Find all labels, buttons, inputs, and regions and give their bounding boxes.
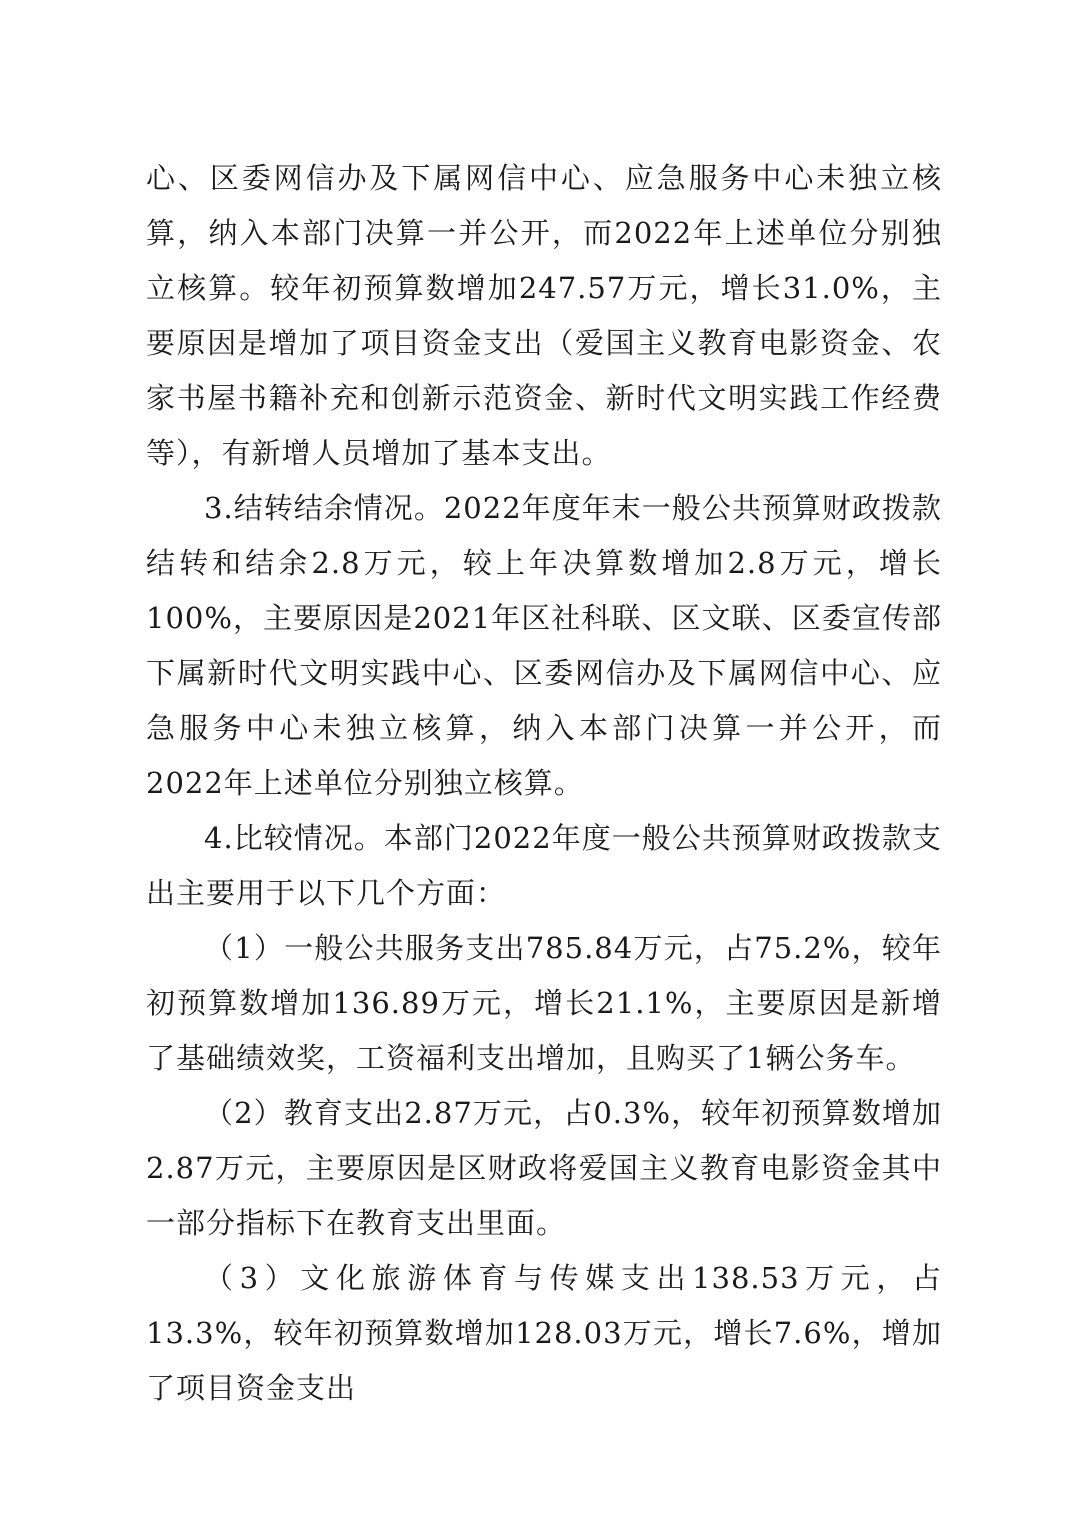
paragraph-general-public-services: （1）一般公共服务支出785.84万元，占75.2%，较年初预算数增加136.89万元，增长21.1%，主要原因是新增了基础绩效奖，工资福利支出增加，且购买了1辆公务车。 [146,931,942,1075]
paragraph-expenditure-continued: 心、区委网信办及下属网信中心、应急服务中心未独立核算，纳入本部门决算一并公开，而2022年上述单位分别独立核算。较年初预算数增加247.57万元，增长31.0%，主要原因是增加了项目资金支出（爱国主义教育电影资金、农家书屋书籍补充和创新示范资金、新时代文明实践工作经费等），有新增人员增加了基本支出。 [146,161,942,470]
document-body [146,151,942,1416]
paragraph-culture-tourism-sports-media: （3）文化旅游体育与传媒支出138.53万元，占13.3%，较年初预算数增加128.03万元，增长7.6%，增加了项目资金支出 [146,1261,942,1405]
paragraph-carryover-balance: 3.结转结余情况。2022年度年末一般公共预算财政拨款结转和结余2.8万元，较上年决算数增加2.8万元，增长100%，主要原因是2021年区社科联、区文联、区委宣传部下属新时代文明实践中心、区委网信办及下属网信中心、应急服务中心未独立核算，纳入本部门决算一并公开，而2022年上述单位分别独立核算。 [146,491,942,800]
paragraph-education: （2）教育支出2.87万元，占0.3%，较年初预算数增加2.87万元，主要原因是区财政将爱国主义教育电影资金其中一部分指标下在教育支出里面。 [146,1096,942,1240]
paragraph-comparison: 4.比较情况。本部门2022年度一般公共预算财政拨款支出主要用于以下几个方面： [146,821,942,910]
